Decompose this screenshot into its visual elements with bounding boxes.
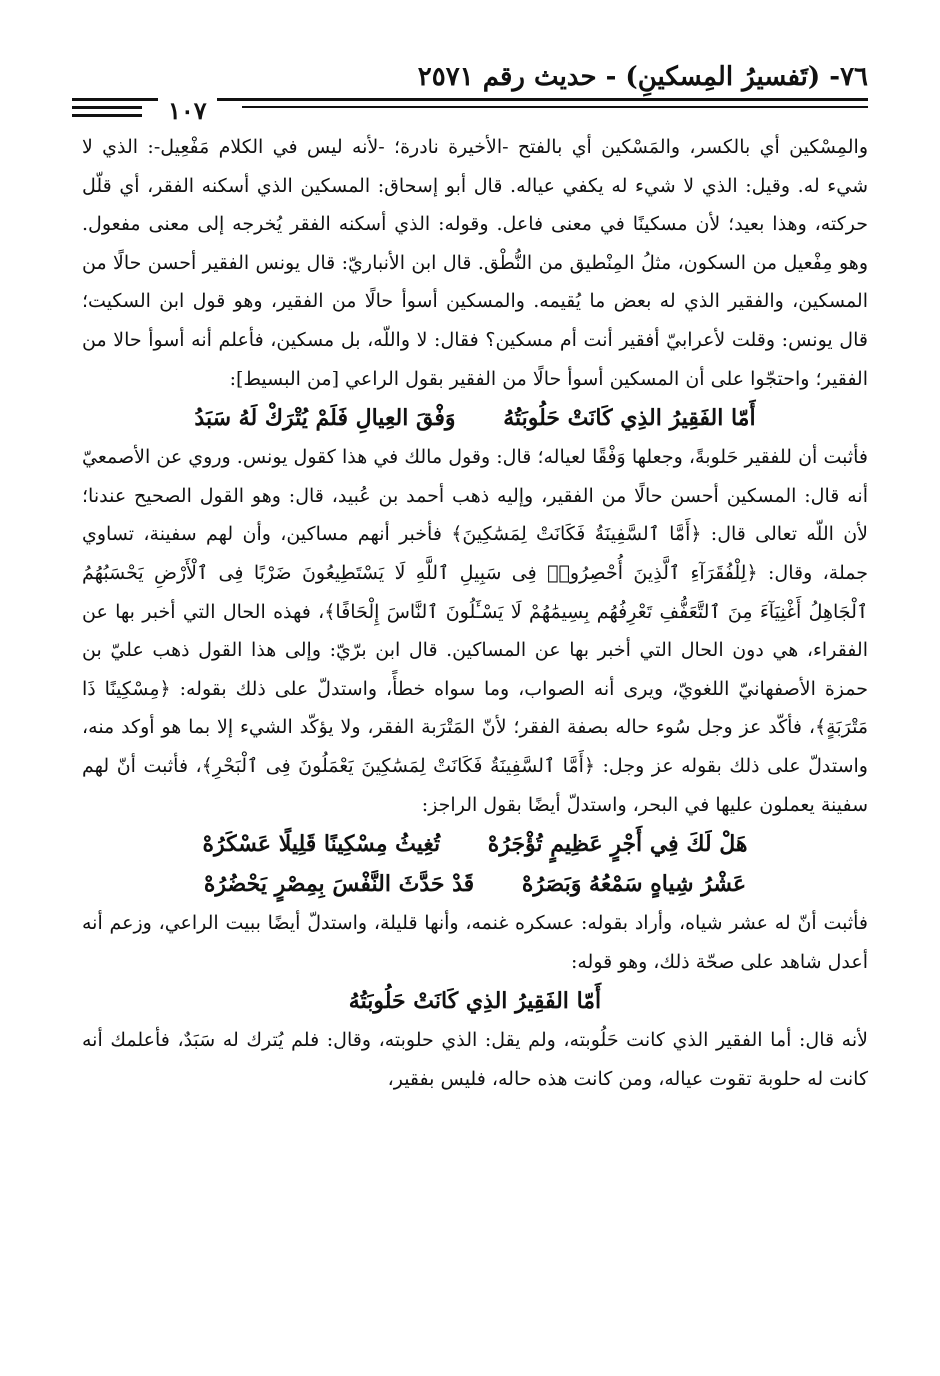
header-rule-left-2 — [72, 114, 142, 117]
verse-hemistich: وَفْقَ العِيالِ فَلَمْ يُتْرَكْ لَهُ سَبَدُ — [194, 405, 456, 432]
poem-verse — [82, 398, 868, 438]
paragraph: لأنه قال: أما الفقير الذي كانت حَلُوبته، ولم يقل: الذي حلوبته، وقال: فلم يُترك له سَبَدٌ، فأعلمك أنه كانت له حلوبة تقوت عياله، ومن كانت هذه حاله، فليس بفقير، — [82, 1029, 868, 1090]
verse-hemistich: هَلْ لَكَ فِي أَجْرٍ عَظِيمٍ تُؤْجَرُهْ — [487, 831, 748, 858]
header-rule-right — [242, 106, 868, 108]
poem-verse: أَمّا الفَقِيرُ الذِي كَانَتْ حَلُوبَتُهُ — [348, 988, 602, 1015]
page-number: ١٠٧ — [158, 96, 217, 125]
paragraph: فأثبت أن للفقير حَلوبةً، وجعلها وَفْقًا لعياله؛ قال: وقول مالك في هذا كقول يونس. وروي عن الأصمعيّ أنه قال: المسكين أحسن حالًا من الفقير، وإليه ذهب أحمد بن عُبيد، قال: وهو القول الصحيح عندنا؛ لأن اللّه تعالى قال: ﴿أَمَّا ٱلسَّفِينَةُ فَكَانَتْ لِمَسَٰكِينَ﴾ فأخبر أنهم مساكين، وأن لهم سفينة، تساوي جملة، وقال: ﴿لِلْفُقَرَآءِ ٱلَّذِينَ أُحْصِرُوا۟ فِى سَبِيلِ ٱللَّهِ لَا يَسْتَطِيعُونَ ضَرْبًا فِى ٱلْأَرْضِ يَحْسَبُهُمُ ٱلْجَاهِلُ أَغْنِيَآءَ مِنَ ٱلتَّعَفُّفِ تَعْرِفُهُم بِسِيمَٰهُمْ لَا يَسْـَٔلُونَ ٱلنَّاسَ إِلْحَافًا﴾، فهذه الحال التي أخبر بها عن الفقراء، هي دون الحال التي أخبر بها عن المساكين. قال ابن برّيّ: وإلى هذا القول ذهب عليّ بن حمزة الأصفهانيّ اللغويّ، ويرى أنه الصواب، وما سواه خطأً، واستدلّ على ذلك بقوله: ﴿مِسْكِينًا ذَا مَتْرَبَةٍ﴾، فأكّد عز وجل سُوء حاله بصفة الفقر؛ لأنّ المَتْرَبة الفقر، ولا يؤكّد الشيء إلا بما هو أوكد منه، واستدلّ على ذلك بقوله عز وجل: ﴿أَمَّا ٱلسَّفِينَةُ فَكَانَتْ لِمَسَٰكِينَ يَعْمَلُونَ فِى ٱلْبَحْرِ﴾، فأثبت أنّ لهم سفينة يعملون عليها في البحر، واستدلّ أيضًا بقول الراجز: — [82, 446, 868, 816]
poem-verse — [82, 864, 868, 904]
paragraph: فأثبت أنّ له عشر شياه، وأراد بقوله: عسكره غنمه، وأنها قليلة، واستدلّ أيضًا ببيت الراعي، وزعم أنه أعدل شاهد على صحّة ذلك، وهو قوله: — [82, 912, 868, 973]
verse-hemistich: قَدْ حَدَّثَ النَّفْسَ بِمِصْرٍ يَحْضُرُهْ — [203, 871, 475, 898]
running-title: ٧٦- (تَفسيرُ المِسكينِ) - حديث رقم ٢٥٧١ — [417, 62, 868, 92]
page-body — [82, 128, 868, 1098]
page-header — [72, 62, 868, 125]
verse-hemistich: تُغِيثُ مِسْكِينًا قَلِيلًا عَسْكَرُهْ — [202, 831, 441, 858]
paragraph: والمِسْكين أي بالكسر، والمَسْكين أي بالفتح -الأخيرة نادرة؛ -لأنه ليس في الكلام مَفْعِيل-: الذي لا شيء له. وقيل: الذي لا شيء له يكفي عياله. قال أبو إسحاق: المسكين الذي أسكنه الفقر، أي قلّل حركته، وهذا بعيد؛ لأن مسكينًا في معنى فاعل. وقوله: الذي أسكنه الفقر يُخرجه إلى معنى مفعول. وهو مِفْعيل من السكون، مثلُ المِنْطيق من النُّطْق. قال ابن الأنباريّ: قال يونس الفقير أحسن حالًا من المسكين، والفقير الذي له بعض ما يُقيمه. والمسكين أسوأ حالًا من الفقير، وهو قول ابن السكيت؛ قال يونس: وقلت لأعرابيّ أفقير أنت أم مسكين؟ فقال: لا واللّه، بل مسكين، فأعلم أنه أسوأ حالا من الفقير؛ واحتجّوا على أن المسكين أسوأ حالًا من الفقير بقول الراعي [من البسيط]: — [82, 136, 868, 390]
poem-verse — [82, 824, 868, 864]
verse-hemistich: عَشْرُ شِياهٍ سَمْعُهُ وَبَصَرُهْ — [521, 871, 747, 898]
header-rule-left-1 — [72, 106, 142, 109]
verse-hemistich: أَمّا الفَقِيرُ الذِي كَانَتْ حَلُوبَتُهُ — [503, 405, 756, 432]
